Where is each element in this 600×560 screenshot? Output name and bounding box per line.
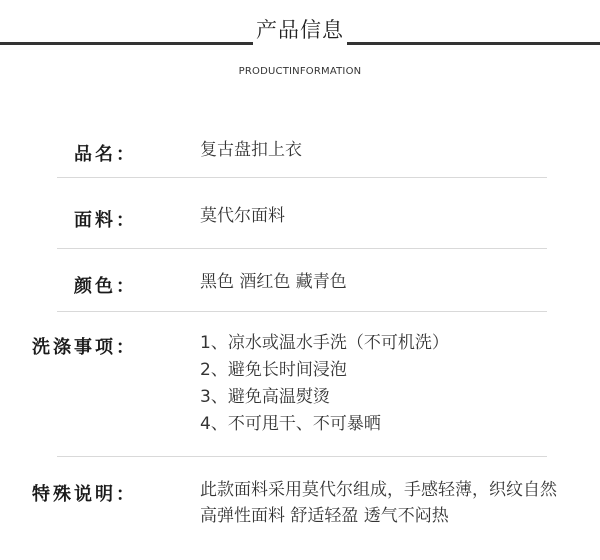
divider — [57, 248, 547, 249]
row-label: 洗涤事项： — [32, 337, 137, 358]
row-label: 特殊说明： — [32, 484, 137, 505]
care-instructions — [200, 330, 590, 438]
row-label: 品名： — [74, 144, 137, 165]
row-label: 颜色： — [74, 276, 137, 297]
row-value: 莫代尔面料 — [200, 206, 285, 226]
row-value: 黑色 酒红色 藏青色 — [200, 272, 347, 292]
section-title: 产品信息 — [256, 18, 344, 42]
section-subtitle: PRODUCTINFORMATION — [238, 66, 362, 77]
divider — [57, 456, 547, 457]
special-line: 此款面料采用莫代尔组成，手感轻薄，织纹自然 — [200, 480, 557, 500]
row-value: 复古盘扣上衣 — [200, 140, 302, 160]
special-line: 高弹性面料 舒适轻盈 透气不闷热 — [200, 506, 449, 526]
care-line: 2、避免长时间浸泡 — [200, 360, 347, 380]
care-line: 1、凉水或温水手洗（不可机洗） — [200, 333, 449, 353]
divider — [57, 177, 547, 178]
row-label: 面料： — [74, 210, 137, 231]
divider — [57, 311, 547, 312]
care-line: 3、避免高温熨烫 — [200, 387, 330, 407]
special-notes — [200, 477, 590, 529]
title-rule-right — [347, 42, 600, 45]
care-line: 4、不可甩干、不可暴晒 — [200, 414, 381, 434]
section-header — [0, 0, 600, 90]
